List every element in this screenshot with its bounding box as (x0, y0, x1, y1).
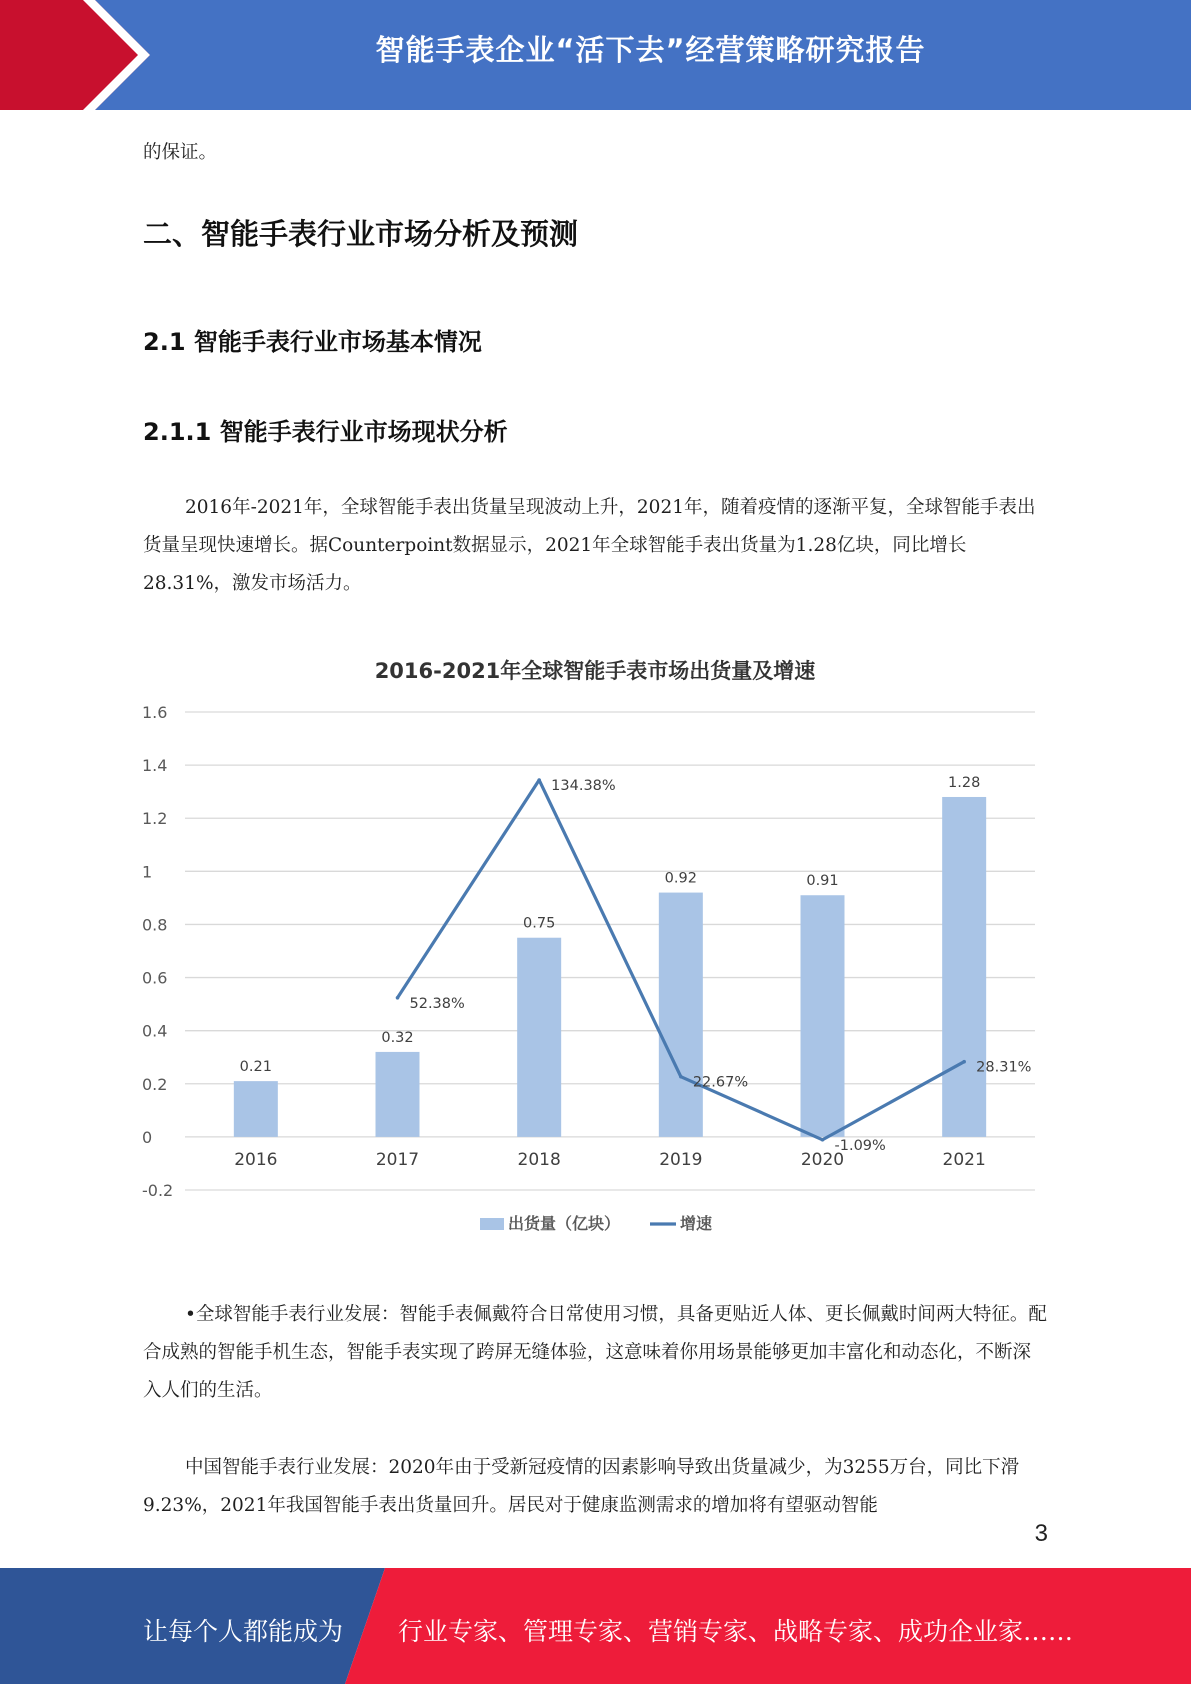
y-tick-label: 0.4 (142, 1021, 168, 1041)
x-tick-label: 2019 (659, 1149, 703, 1170)
y-tick-label: 1 (142, 862, 153, 882)
growth-rate-label: 28.31% (976, 1059, 1032, 1076)
report-title: 智能手表企业“活下去”经营策略研究报告 (375, 33, 926, 67)
footer-slogan-right: 行业专家、管理专家、营销专家、战略专家、成功企业家…… (398, 1617, 1074, 1646)
legend-label-line: 增速 (680, 1214, 713, 1233)
growth-rate-label: 134.38% (551, 778, 616, 795)
subsection-heading: 2.1 智能手表行业市场基本情况 (143, 328, 482, 356)
y-tick-label: 1.4 (142, 756, 168, 776)
bar-shipment (659, 893, 703, 1137)
growth-rate-point (679, 1075, 683, 1079)
intro-fragment: 的保证。 (143, 142, 218, 163)
shipment-chart-svg (130, 640, 1060, 1250)
y-tick-label: 1.6 (142, 703, 168, 722)
legend-label-bar: 出货量（亿块） (508, 1214, 621, 1233)
growth-rate-point (821, 1138, 825, 1142)
paragraph-global-development: •全球智能手表行业发展：智能手表佩戴符合日常使用习惯，具备更贴近人体、更长佩戴时间两大特征。配合成熟的智能手机生态，智能手表实现了跨屏无缝体验，这意味着你用场景能够更加丰富化和动态化，不断深入人们的生活。 (143, 1304, 1047, 1401)
growth-rate-point (537, 778, 541, 782)
y-tick-label: 0 (142, 1127, 153, 1147)
growth-rate-label: -1.09% (834, 1137, 886, 1154)
bar-value-label: 1.28 (948, 774, 981, 791)
page-number: 3 (1034, 1520, 1048, 1547)
bar-shipment (376, 1052, 420, 1137)
bar-shipment (234, 1081, 278, 1137)
bar-value-label: 0.21 (239, 1059, 272, 1076)
x-tick-label: 2020 (800, 1149, 845, 1170)
paragraph-china-development: 中国智能手表行业发展：2020年由于受新冠疫情的因素影响导致出货量减少，为3255万台，同比下滑9.23%，2021年我国智能手表出货量回升。居民对于健康监测需求的增加将有望驱动智能 (143, 1457, 1020, 1516)
bar-shipment (942, 797, 986, 1137)
bar-value-label: 0.75 (523, 915, 556, 932)
header-band (0, 0, 1191, 110)
y-tick-label: 0.8 (142, 915, 168, 935)
subsubsection-heading: 2.1.1 智能手表行业市场现状分析 (143, 418, 508, 446)
footer-band (0, 1568, 1191, 1684)
bar-shipment (801, 895, 845, 1137)
paragraph-market-status: 2016年-2021年，全球智能手表出货量呈现波动上升，2021年，随着疫情的逐渐平复，全球智能手表出货量呈现快速增长。据Counterpoint数据显示，2021年全球智能手表出货量为1.28亿块，同比增长28.31%，激发市场活力。 (143, 497, 1036, 594)
x-tick-label: 2018 (517, 1149, 561, 1170)
x-tick-label: 2017 (375, 1149, 420, 1170)
growth-rate-label: 22.67% (692, 1074, 749, 1091)
y-tick-label: 0.2 (142, 1074, 168, 1094)
shipment-chart (130, 640, 1060, 1250)
y-tick-label: 1.2 (142, 809, 168, 829)
bar-value-label: 0.32 (381, 1029, 414, 1046)
y-tick-label: -0.2 (142, 1181, 174, 1200)
growth-rate-point (962, 1060, 966, 1064)
footer-slogan-left: 让每个人都能成为 (143, 1617, 344, 1646)
y-tick-label: 0.6 (142, 968, 168, 988)
bar-shipment (517, 938, 561, 1137)
growth-rate-point (396, 996, 400, 1000)
x-tick-label: 2016 (234, 1149, 278, 1170)
legend-swatch-bar (480, 1218, 504, 1230)
bar-value-label: 0.92 (664, 870, 697, 887)
section-heading: 二、智能手表行业市场分析及预测 (143, 217, 579, 251)
chart-title: 2016-2021年全球智能手表市场出货量及增速 (374, 659, 816, 683)
bar-value-label: 0.91 (806, 873, 839, 890)
x-tick-label: 2021 (942, 1149, 986, 1170)
growth-rate-label: 52.38% (409, 995, 465, 1012)
